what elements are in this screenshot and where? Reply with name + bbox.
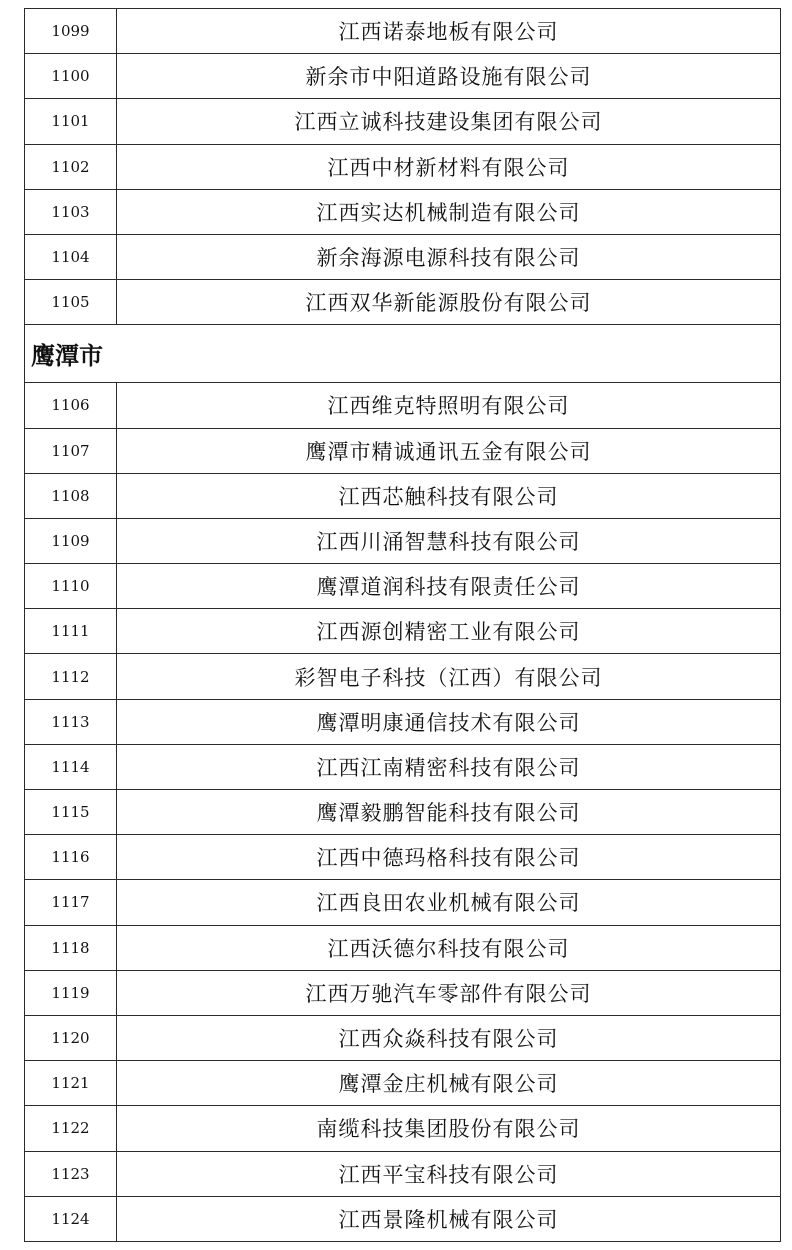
table-row — [25, 280, 781, 325]
row-number: 1105 — [25, 280, 117, 325]
company-name: 江西实达机械制造有限公司 — [117, 189, 781, 234]
company-name: 新余市中阳道路设施有限公司 — [117, 54, 781, 99]
row-number: 1123 — [25, 1151, 117, 1196]
company-name: 江西川涌智慧科技有限公司 — [117, 518, 781, 563]
row-number: 1115 — [25, 790, 117, 835]
company-name: 彩智电子科技（江西）有限公司 — [117, 654, 781, 699]
company-name: 江西众焱科技有限公司 — [117, 1015, 781, 1060]
table-row — [25, 564, 781, 609]
section-header-row — [25, 325, 781, 383]
row-number: 1119 — [25, 970, 117, 1015]
table-row — [25, 1015, 781, 1060]
row-number: 1120 — [25, 1015, 117, 1060]
company-name: 江西平宝科技有限公司 — [117, 1151, 781, 1196]
table-row — [25, 744, 781, 789]
company-name: 江西良田农业机械有限公司 — [117, 880, 781, 925]
table-row — [25, 1061, 781, 1106]
table-row — [25, 1196, 781, 1241]
company-name: 江西维克特照明有限公司 — [117, 383, 781, 428]
table-row — [25, 189, 781, 234]
table-row — [25, 9, 781, 54]
table-row — [25, 54, 781, 99]
table-row — [25, 473, 781, 518]
table-row — [25, 428, 781, 473]
row-number: 1114 — [25, 744, 117, 789]
row-number: 1121 — [25, 1061, 117, 1106]
company-name: 新余海源电源科技有限公司 — [117, 234, 781, 279]
table-row — [25, 654, 781, 699]
table-row — [25, 609, 781, 654]
table-row — [25, 699, 781, 744]
row-number: 1102 — [25, 144, 117, 189]
company-name: 鹰潭道润科技有限责任公司 — [117, 564, 781, 609]
row-number: 1117 — [25, 880, 117, 925]
company-name: 鹰潭金庄机械有限公司 — [117, 1061, 781, 1106]
row-number: 1104 — [25, 234, 117, 279]
row-number: 1103 — [25, 189, 117, 234]
table-row — [25, 518, 781, 563]
row-number: 1116 — [25, 835, 117, 880]
company-name: 江西沃德尔科技有限公司 — [117, 925, 781, 970]
row-number: 1110 — [25, 564, 117, 609]
row-number: 1118 — [25, 925, 117, 970]
company-name: 江西江南精密科技有限公司 — [117, 744, 781, 789]
company-name: 鹰潭市精诚通讯五金有限公司 — [117, 428, 781, 473]
company-name: 江西中材新材料有限公司 — [117, 144, 781, 189]
table-row — [25, 1106, 781, 1151]
table-body-after-section — [25, 383, 781, 1242]
company-name: 江西立诚科技建设集团有限公司 — [117, 99, 781, 144]
table-row — [25, 970, 781, 1015]
row-number: 1124 — [25, 1196, 117, 1241]
table-row — [25, 383, 781, 428]
company-name: 江西万驰汽车零部件有限公司 — [117, 970, 781, 1015]
row-number: 1108 — [25, 473, 117, 518]
company-list-table — [24, 8, 781, 1242]
company-name: 鹰潭毅鹏智能科技有限公司 — [117, 790, 781, 835]
table-row — [25, 790, 781, 835]
company-name: 江西双华新能源股份有限公司 — [117, 280, 781, 325]
table-row — [25, 99, 781, 144]
company-name: 江西源创精密工业有限公司 — [117, 609, 781, 654]
row-number: 1113 — [25, 699, 117, 744]
row-number: 1107 — [25, 428, 117, 473]
row-number: 1100 — [25, 54, 117, 99]
row-number: 1099 — [25, 9, 117, 54]
table-row — [25, 925, 781, 970]
section-title: 鹰潭市 — [25, 325, 781, 383]
company-name: 鹰潭明康通信技术有限公司 — [117, 699, 781, 744]
row-number: 1122 — [25, 1106, 117, 1151]
row-number: 1111 — [25, 609, 117, 654]
company-name: 江西芯触科技有限公司 — [117, 473, 781, 518]
company-name: 南缆科技集团股份有限公司 — [117, 1106, 781, 1151]
table-row — [25, 144, 781, 189]
row-number: 1109 — [25, 518, 117, 563]
company-name: 江西中德玛格科技有限公司 — [117, 835, 781, 880]
row-number: 1106 — [25, 383, 117, 428]
section-header-group — [25, 325, 781, 383]
row-number: 1112 — [25, 654, 117, 699]
table-row — [25, 234, 781, 279]
company-name: 江西诺泰地板有限公司 — [117, 9, 781, 54]
table-row — [25, 880, 781, 925]
table-row — [25, 1151, 781, 1196]
table-row — [25, 835, 781, 880]
row-number: 1101 — [25, 99, 117, 144]
company-name: 江西景隆机械有限公司 — [117, 1196, 781, 1241]
table-body-before-section — [25, 9, 781, 325]
